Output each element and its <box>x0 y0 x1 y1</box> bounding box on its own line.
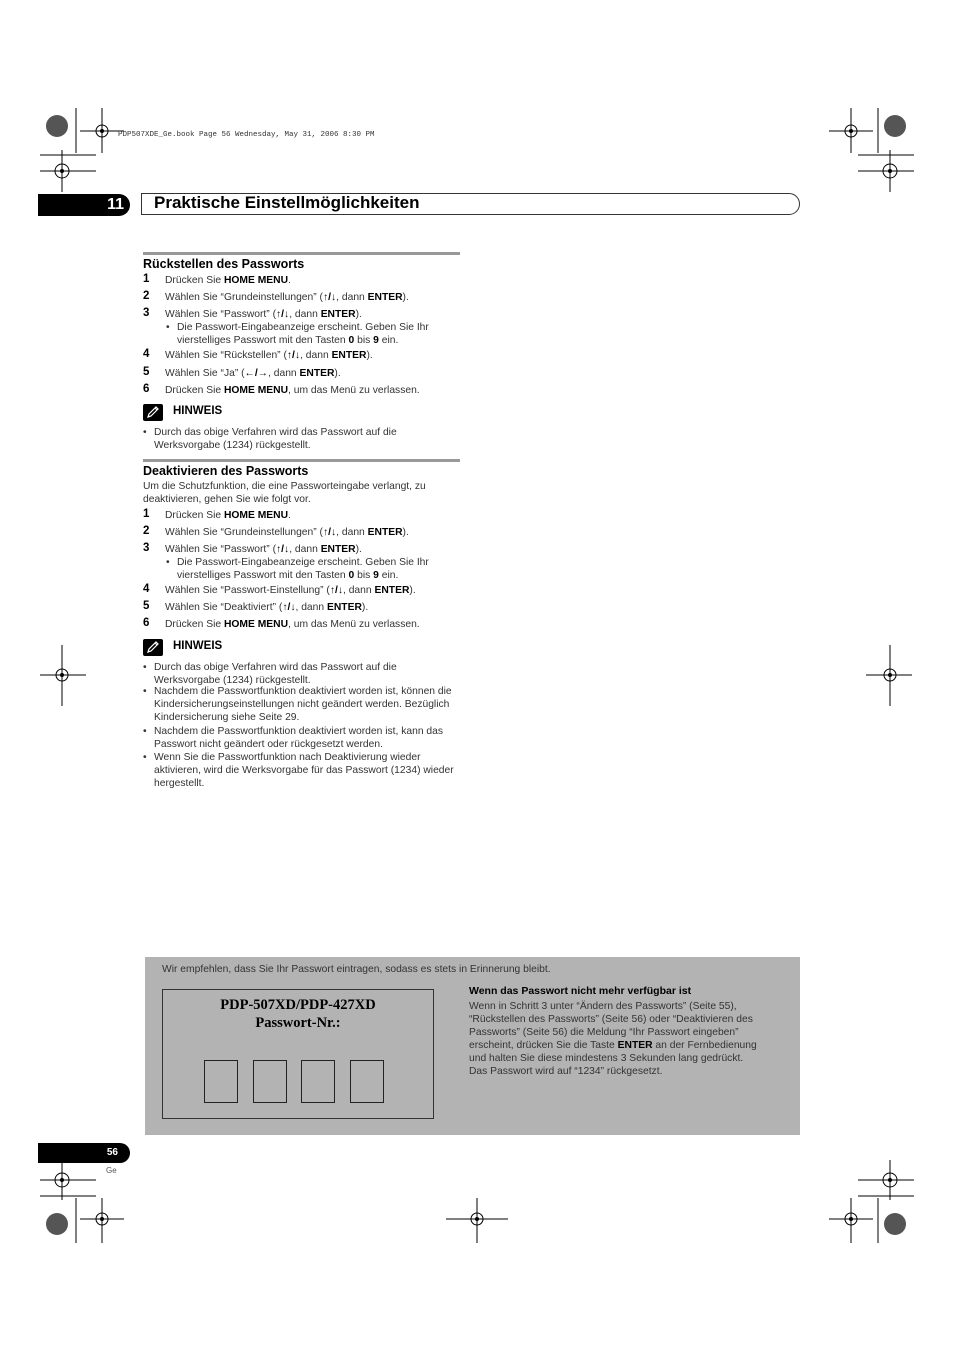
step-text: Wählen Sie “Ja” (←/→, dann ENTER). <box>165 368 341 379</box>
step-number: 2 <box>143 525 150 537</box>
note-item: • Nachdem die Passwortfunktion deaktiviert worden ist, kann das Passwort nicht geändert oder rückgesetzt werden. <box>143 726 444 750</box>
arrow-keys-icon: ↑/↓ <box>286 350 301 361</box>
password-digit-box[interactable] <box>301 1060 335 1103</box>
step-number: 6 <box>143 383 150 395</box>
section-rule <box>143 252 460 255</box>
page-number: 56 <box>38 1143 130 1163</box>
note-label: HINWEIS <box>173 640 223 652</box>
step-text: Drücken Sie HOME MENU, um das Menü zu verlassen. <box>165 619 420 630</box>
step-number: 2 <box>143 290 150 302</box>
password-digit-box[interactable] <box>204 1060 238 1103</box>
step-number: 3 <box>143 542 150 554</box>
note-pencil-icon <box>143 639 163 656</box>
step-text: Drücken Sie HOME MENU. <box>165 275 291 286</box>
step-text: Drücken Sie HOME MENU. <box>165 510 291 521</box>
section-intro: Um die Schutzfunktion, die eine Passworteingabe verlangt, zu deaktivieren, gehen Sie wie folgt vor. <box>143 481 426 505</box>
lost-password-title: Wenn das Passwort nicht mehr verfügbar ist <box>469 985 692 997</box>
arrow-keys-icon: ↑/↓ <box>322 527 337 538</box>
arrow-keys-icon: ↑/↓ <box>276 544 290 555</box>
chapter-number: 11 <box>38 194 130 216</box>
password-card <box>162 989 434 1119</box>
file-info-header: PDP507XDE_Ge.book Page 56 Wednesday, May 31, 2006 8:30 PM <box>118 131 375 139</box>
lost-password-text: Wenn in Schritt 3 unter “Ändern des Passworts” (Seite 55), “Rückstellen des Passworts” (Seite 56) oder “Deaktivieren des Passworts” (Seite 56) die Meldung “Ihr Passwort eingeben” erscheint, drücken Sie die Taste ENTER an der Fernbedienung und halten Sie diese mindestens 3 Sekunden lang gedrückt. Das Passwort wird auf “1234” rückgesetzt. <box>469 1001 757 1077</box>
step-number: 1 <box>143 273 150 285</box>
step-text: Wählen Sie “Grundeinstellungen” (↑/↓, dann ENTER). <box>165 527 409 538</box>
password-memo-intro: Wir empfehlen, dass Sie Ihr Passwort eintragen, sodass es stets in Erinnerung bleibt. <box>162 964 551 975</box>
arrow-keys-icon: ↑/↓ <box>329 585 343 596</box>
arrow-keys-icon: ↑/↓ <box>322 292 337 303</box>
step-number: 4 <box>143 583 150 595</box>
note-item: • Wenn Sie die Passwortfunktion nach Deaktivierung wieder aktivieren, wird die Werksvorgabe für das Passwort (1234) wieder hergestellt. <box>143 752 454 789</box>
password-digit-box[interactable] <box>350 1060 384 1103</box>
step-text: Wählen Sie “Passwort” (↑/↓, dann ENTER). <box>165 544 362 555</box>
section-title: Rückstellen des Passworts <box>143 257 305 271</box>
step-number: 6 <box>143 617 150 629</box>
note-label: HINWEIS <box>173 405 223 417</box>
arrow-keys-icon: ↑/↓ <box>276 309 290 320</box>
sub-bullet: • Die Passwort-Eingabeanzeige erscheint. Geben Sie Ihr vierstelliges Passwort mit den Tasten 0 bis 9 ein. <box>166 557 429 581</box>
step-text: Wählen Sie “Rückstellen” (↑/↓, dann ENTER). <box>165 350 373 361</box>
step-number: 4 <box>143 348 150 360</box>
note-pencil-icon <box>143 404 163 421</box>
arrow-keys-icon: ←/→ <box>244 368 269 379</box>
step-text: Wählen Sie “Deaktiviert” (↑/↓, dann ENTER). <box>165 602 369 613</box>
chapter-title: Praktische Einstellmöglichkeiten <box>154 193 420 212</box>
note-item: • Durch das obige Verfahren wird das Passwort auf die Werksvorgabe (1234) rückgestellt. <box>143 427 397 451</box>
step-number: 5 <box>143 366 150 378</box>
step-text: Drücken Sie HOME MENU, um das Menü zu verlassen. <box>165 385 420 396</box>
step-text: Wählen Sie “Passwort-Einstellung” (↑/↓, dann ENTER). <box>165 585 416 596</box>
password-card-heading: PDP-507XD/PDP-427XD Passwort-Nr.: <box>220 997 376 1031</box>
step-text: Wählen Sie “Grundeinstellungen” (↑/↓, dann ENTER). <box>165 292 409 303</box>
sub-bullet: • Die Passwort-Eingabeanzeige erscheint. Geben Sie Ihr vierstelliges Passwort mit den Tasten 0 bis 9 ein. <box>166 322 429 346</box>
step-number: 5 <box>143 600 150 612</box>
password-digit-box[interactable] <box>253 1060 287 1103</box>
section-title: Deaktivieren des Passworts <box>143 464 309 478</box>
language-code: Ge <box>106 1166 117 1175</box>
arrow-keys-icon: ↑/↓ <box>282 602 296 613</box>
note-item: • Durch das obige Verfahren wird das Passwort auf die Werksvorgabe (1234) rückgestellt. <box>143 662 397 686</box>
step-number: 1 <box>143 508 150 520</box>
step-number: 3 <box>143 307 150 319</box>
section-rule <box>143 459 460 462</box>
note-item: • Nachdem die Passwortfunktion deaktiviert worden ist, können die Kindersicherungseinstellungen nicht geändert werden. Bezüglich Kindersicherung siehe Seite 29. <box>143 686 452 723</box>
step-text: Wählen Sie “Passwort” (↑/↓, dann ENTER). <box>165 309 362 320</box>
